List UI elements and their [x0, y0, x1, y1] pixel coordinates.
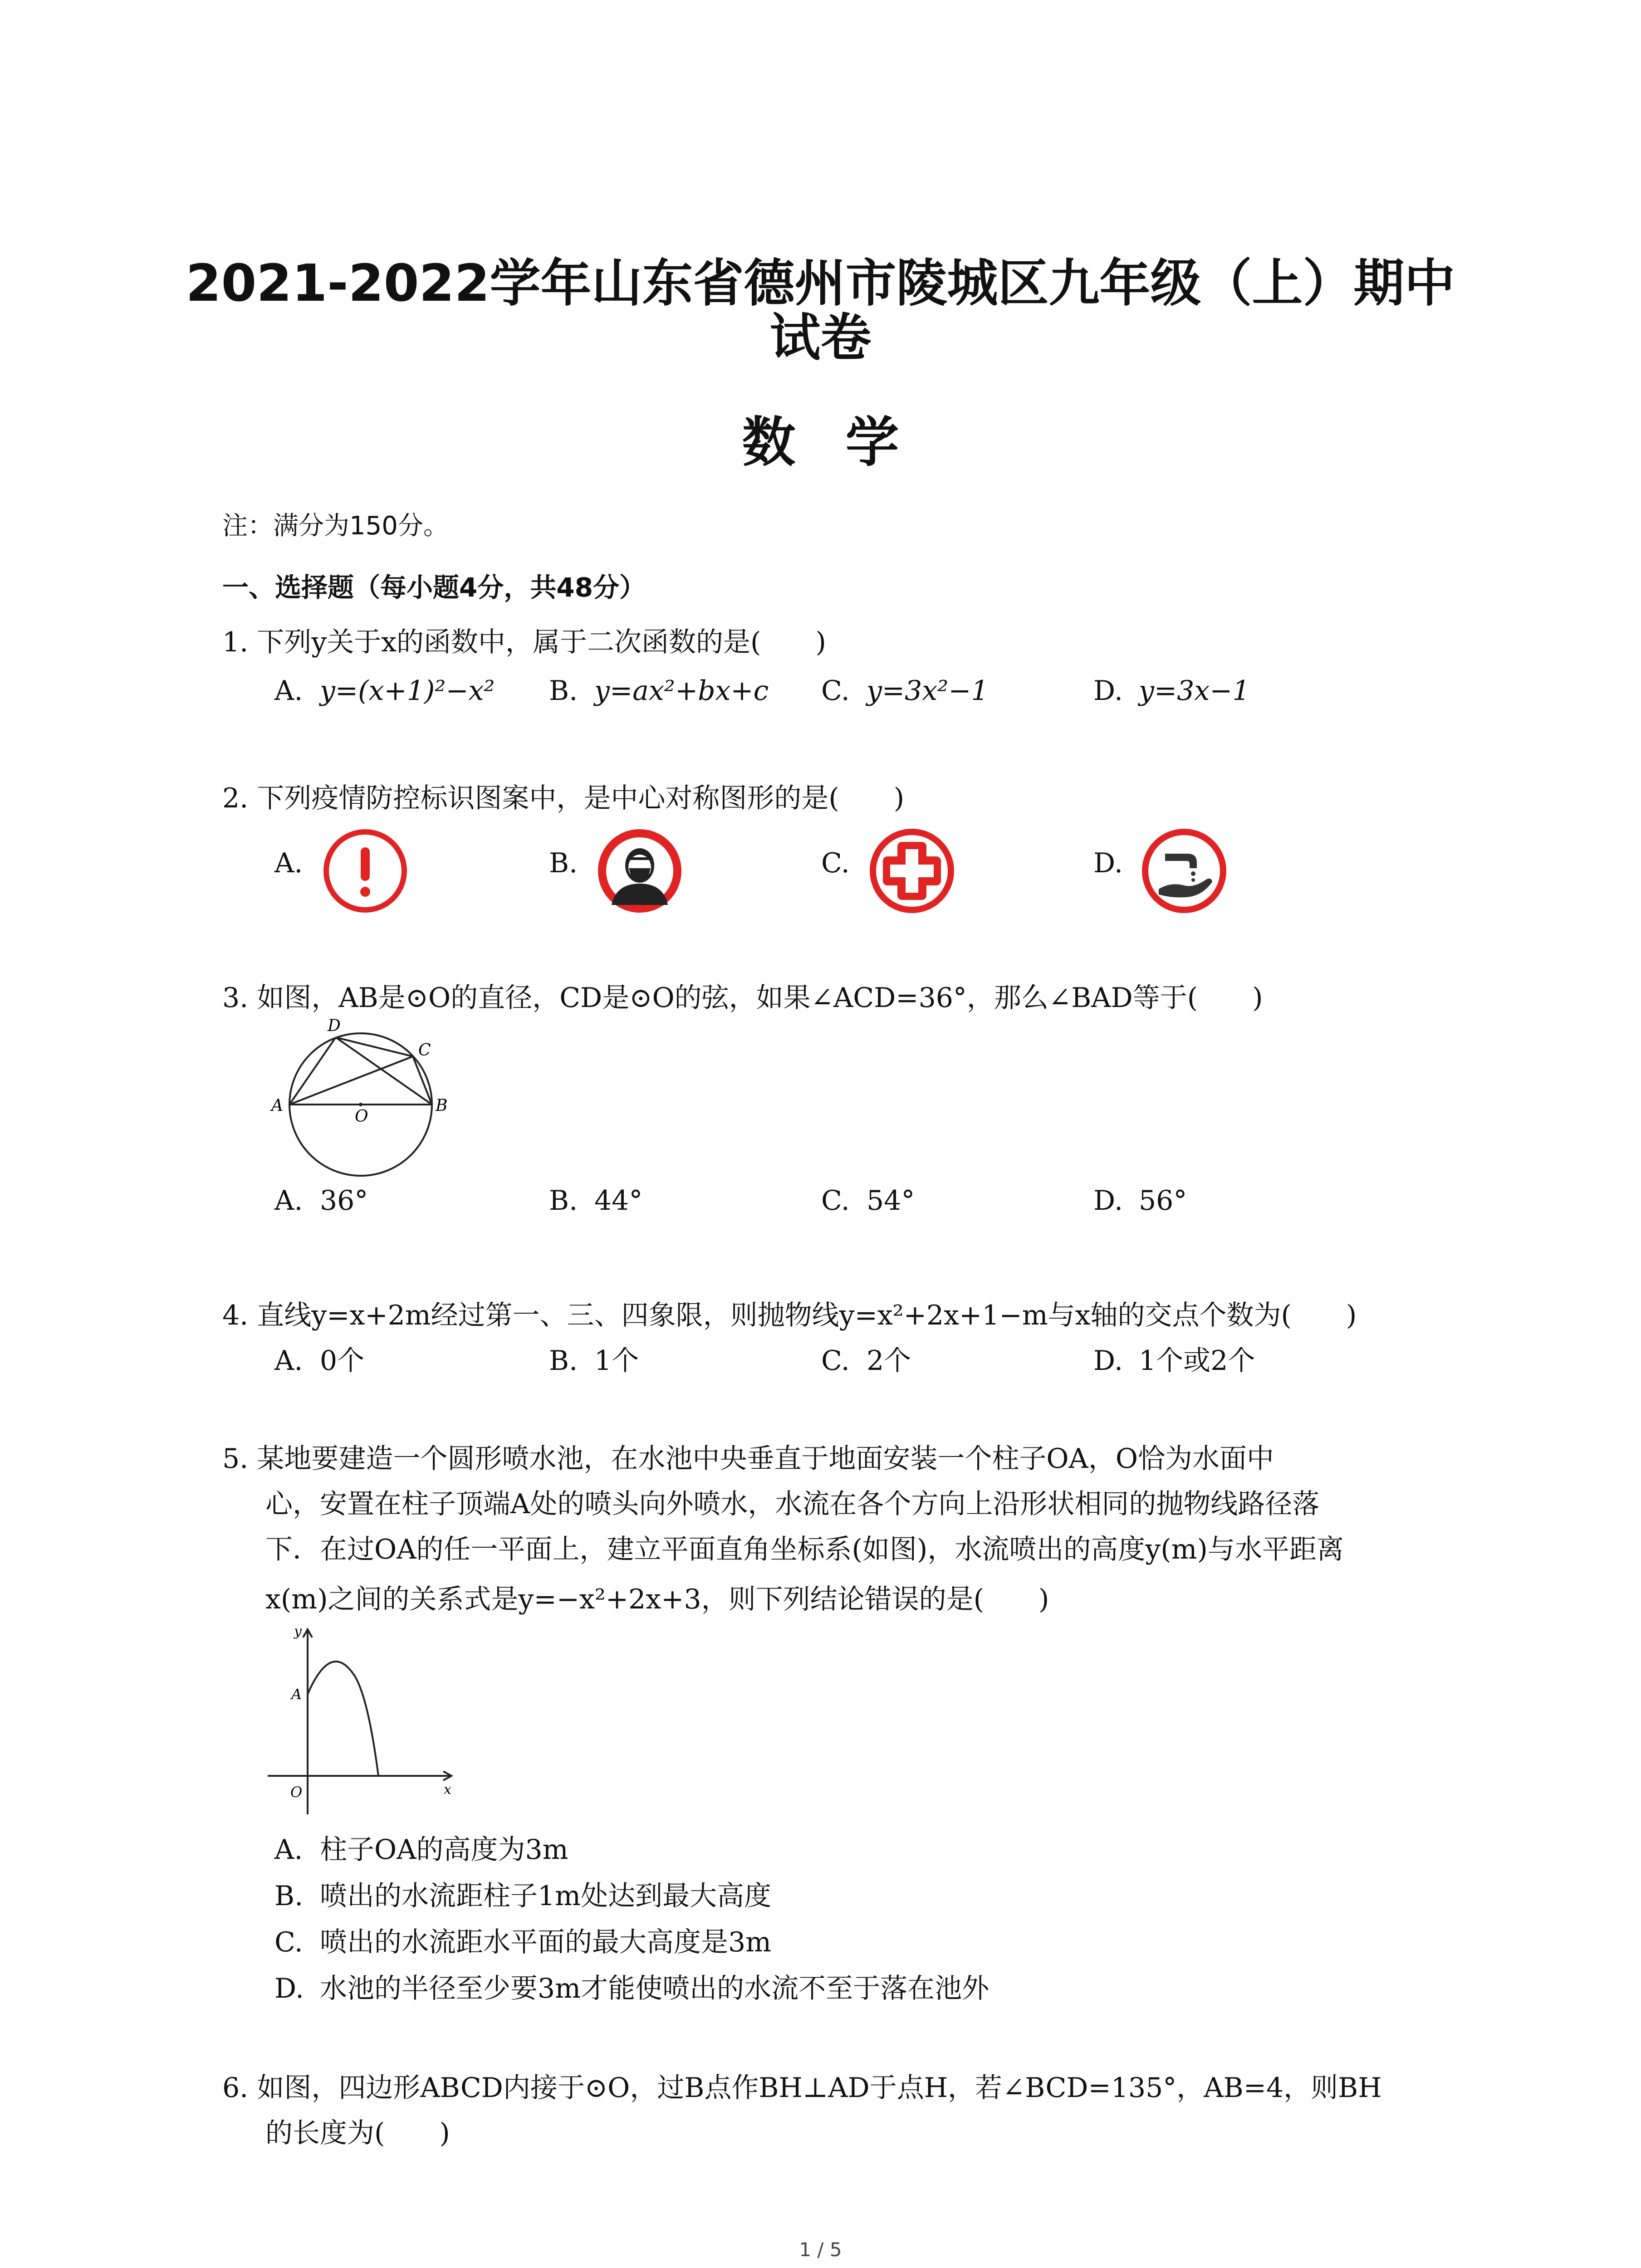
- q5-option-d: [274, 1967, 989, 2006]
- axis-label-y: y: [294, 1623, 302, 1639]
- option-label: B.: [549, 1185, 578, 1217]
- option-label: B.: [274, 1880, 304, 1912]
- q4-option-b: [549, 1339, 639, 1378]
- q3-option-c: [821, 1185, 915, 1217]
- score-note: 注：满分为150分。: [222, 511, 449, 541]
- option-label: A.: [274, 675, 303, 707]
- question-3-stem: 3. 如图，AB是⊙O的直径，CD是⊙O的弦，如果∠ACD=36°，那么∠BAD等于( ): [222, 982, 1263, 1014]
- q4-option-d: [1093, 1339, 1255, 1378]
- q2-option-c-label: C.: [821, 847, 850, 879]
- option-text: 水池的半径至少要3m才能使喷出的水流不至于落在池外: [320, 1973, 989, 2004]
- point-label-a: A: [291, 1686, 302, 1703]
- q2-option-d-label: D.: [1093, 847, 1123, 879]
- option-label: D.: [1093, 1185, 1123, 1217]
- q4-option-c: [821, 1339, 911, 1378]
- point-label-a: A: [271, 1096, 283, 1115]
- option-text: y=(x+1)²−x²: [320, 675, 495, 707]
- q1-option-c: [821, 675, 989, 707]
- option-text: 柱子OA的高度为3m: [320, 1834, 568, 1866]
- question-5-line2: 心，安置在柱子顶端A处的喷头向外喷水，水流在各个方向上沿形状相同的抛物线路径落: [265, 1488, 1320, 1520]
- q2-option-a-label: A.: [274, 847, 303, 879]
- q3-option-d: [1093, 1185, 1187, 1217]
- option-label: A.: [274, 1345, 303, 1377]
- q1-option-a: [274, 675, 495, 707]
- point-label-o: O: [355, 1107, 368, 1126]
- exclamation-warning-icon: [320, 826, 411, 916]
- point-label-d: D: [328, 1017, 341, 1035]
- option-label: C.: [274, 1926, 303, 1958]
- q4-option-a: [274, 1339, 364, 1378]
- page-title: 2021-2022学年山东省德州市陵城区九年级（上）期中: [186, 254, 1455, 313]
- page-number: 1 / 5: [799, 2239, 842, 2261]
- question-4-stem: 4. 直线y=x+2m经过第一、三、四象限，则抛物线y=x²+2x+1−m与x轴的交点个数为( ): [222, 1300, 1357, 1331]
- question-6-line1: 6. 如图，四边形ABCD内接于⊙O，过B点作BH⊥AD于点H，若∠BCD=135°，AB=4，则BH: [222, 2072, 1382, 2104]
- q1-option-b: [549, 675, 769, 707]
- hand-washing-faucet-icon: [1139, 826, 1230, 916]
- section-heading: 一、选择题（每小题4分，共48分）: [222, 572, 646, 603]
- q2-option-b-label: B.: [549, 847, 578, 879]
- option-text: y=ax²+bx+c: [594, 675, 769, 707]
- option-label: A.: [274, 1834, 303, 1866]
- axis-label-x: x: [444, 1782, 451, 1798]
- circle-diagram: [259, 1014, 463, 1182]
- q5-option-c: [274, 1921, 771, 1960]
- q5-option-a: [274, 1828, 568, 1867]
- option-text: y=3x−1: [1139, 675, 1250, 707]
- q5-option-b: [274, 1874, 771, 1913]
- page-title-line2: 试卷: [769, 308, 872, 367]
- option-label: D.: [1093, 1345, 1123, 1377]
- option-text: 0个: [320, 1345, 365, 1377]
- parabola-graph: [263, 1619, 467, 1819]
- option-text: 1个或2个: [1139, 1345, 1255, 1377]
- medical-cross-icon: [867, 826, 957, 916]
- option-label: B.: [549, 675, 578, 707]
- option-label: C.: [821, 675, 850, 707]
- option-text: 喷出的水流距水平面的最大高度是3m: [320, 1926, 772, 1958]
- option-text: y=3x²−1: [867, 675, 989, 707]
- point-label-b: B: [436, 1096, 448, 1115]
- option-text: 2个: [867, 1345, 911, 1377]
- option-text: 56°: [1139, 1185, 1187, 1217]
- q3-option-a: [274, 1185, 368, 1217]
- option-label: D.: [1093, 675, 1123, 707]
- option-label: D.: [274, 1973, 304, 2004]
- question-6-line2: 的长度为( ): [265, 2117, 450, 2149]
- option-text: 1个: [594, 1345, 639, 1377]
- question-1-stem: 1. 下列y关于x的函数中，属于二次函数的是( ): [222, 626, 826, 658]
- origin-label: O: [290, 1784, 303, 1801]
- option-label: C.: [821, 1185, 850, 1217]
- question-5-line3: 下．在过OA的任一平面上，建立平面直角坐标系(如图)，水流喷出的高度y(m)与水平距离: [265, 1534, 1344, 1565]
- question-5-line1: 5. 某地要建造一个圆形喷水池，在水池中央垂直于地面安装一个柱子OA，O恰为水面中: [222, 1443, 1274, 1475]
- option-label: C.: [821, 1345, 850, 1377]
- face-mask-person-icon: [594, 826, 685, 916]
- question-5-line4: x(m)之间的关系式是y=−x²+2x+3，则下列结论错误的是( ): [265, 1584, 1049, 1615]
- question-2-stem: 2. 下列疫情防控标识图案中，是中心对称图形的是( ): [222, 782, 905, 814]
- point-label-c: C: [418, 1041, 431, 1060]
- option-text: 54°: [867, 1185, 915, 1217]
- option-text: 36°: [320, 1185, 368, 1217]
- q1-option-d: [1093, 675, 1250, 707]
- subject-heading: 数学: [742, 411, 949, 474]
- option-text: 喷出的水流距柱子1m处达到最大高度: [320, 1880, 772, 1912]
- q3-option-b: [549, 1185, 642, 1217]
- option-label: A.: [274, 1185, 303, 1217]
- option-text: 44°: [594, 1185, 643, 1217]
- option-label: B.: [549, 1345, 578, 1377]
